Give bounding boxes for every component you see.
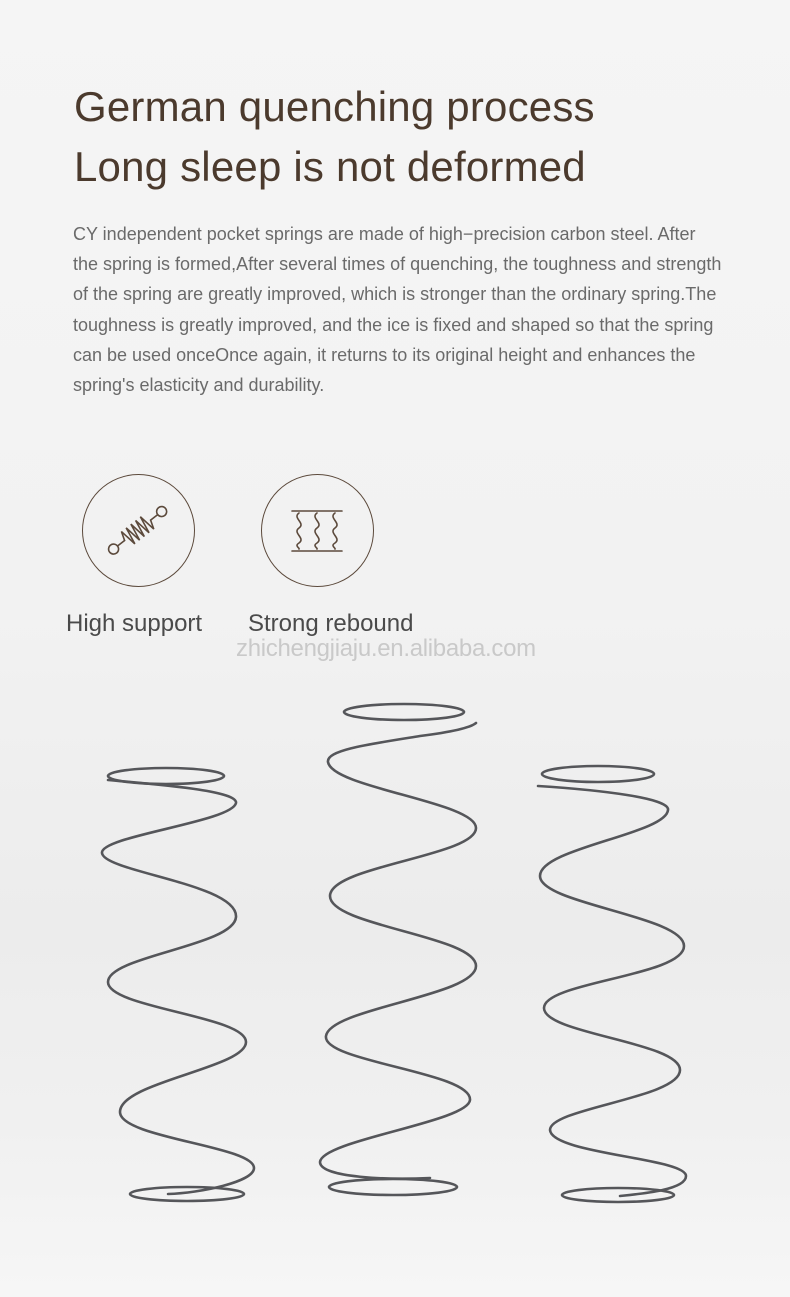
feature-label-strong-rebound: Strong rebound bbox=[248, 610, 414, 637]
spring-right bbox=[538, 766, 686, 1202]
rebound-springs-icon bbox=[261, 474, 374, 587]
watermark-text: zhichengjiaju.en.alibaba.com bbox=[236, 635, 536, 662]
spring-coil-icon bbox=[82, 474, 195, 587]
feature-label-high-support: High support bbox=[66, 610, 203, 637]
description-paragraph: CY independent pocket springs are made of high−precision carbon steel. After the spring is formed,After several times of quenching, the toughness and strength of the spring are greatly improved, which is stronger than the ordinary spring.The toughness is greatly improved, and the ice is fixed and shaped so that the spring can be used onceOnce again, it returns to its original height and enhances the spring's elasticity and durability. bbox=[73, 224, 722, 396]
headline-line-2: Long sleep is not deformed bbox=[74, 143, 586, 190]
spring-left bbox=[102, 768, 254, 1201]
headline-line-1: German quenching process bbox=[74, 83, 595, 130]
pocket-springs-image bbox=[0, 690, 790, 1220]
spring-middle bbox=[320, 704, 476, 1195]
